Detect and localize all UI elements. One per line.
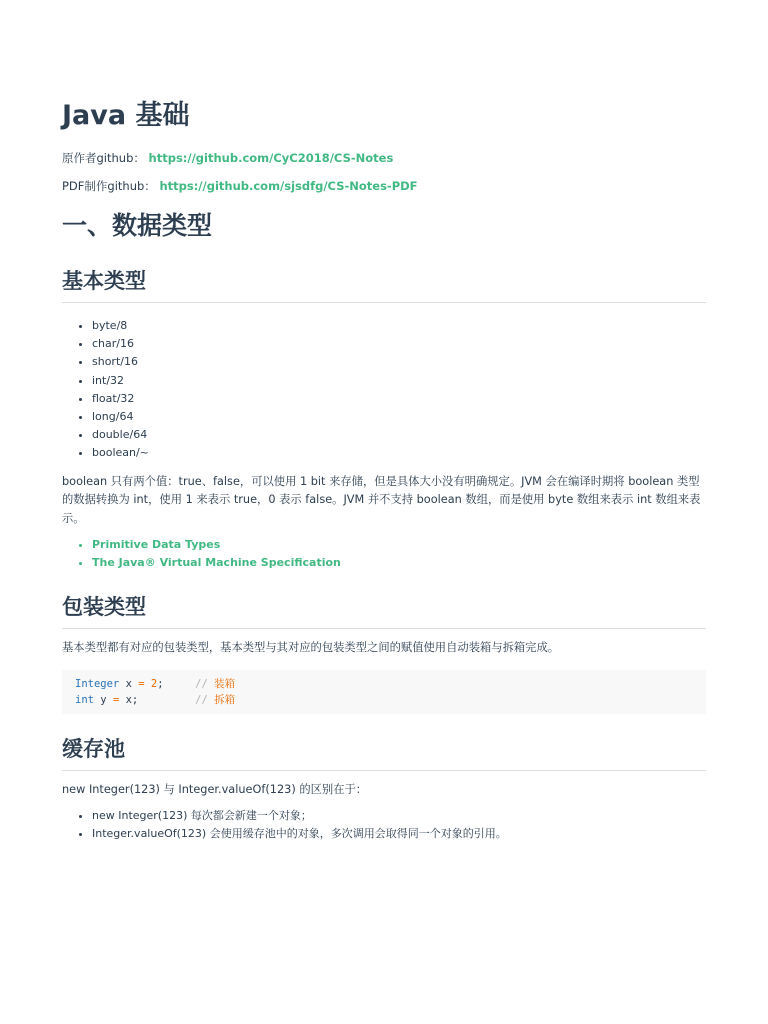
code-operator: = xyxy=(112,693,120,706)
code-type: int xyxy=(75,693,94,706)
primitive-data-types-link[interactable]: Primitive Data Types xyxy=(92,538,221,552)
code-operator: = xyxy=(138,677,145,690)
code-text: y xyxy=(93,693,113,706)
list-item: • byte/8 xyxy=(92,317,706,335)
code-comment-slash: // xyxy=(195,677,215,690)
reference-links-list xyxy=(62,536,706,572)
list-item: • short/16 xyxy=(92,353,706,371)
pdf-github-link[interactable]: https://github.com/sjsdfg/CS-Notes-PDF xyxy=(159,179,418,193)
code-text: x xyxy=(119,677,139,690)
author-github-label: 原作者github： xyxy=(62,151,145,165)
basic-types-heading: 基本类型 xyxy=(62,264,706,303)
list-item: • new Integer(123) 每次都会新建一个对象； xyxy=(92,807,706,825)
list-item: • float/32 xyxy=(92,390,706,408)
code-comment xyxy=(195,678,235,690)
jvm-spec-link[interactable]: The Java® Virtual Machine Specification xyxy=(92,556,341,570)
boolean-paragraph: boolean 只有两个值：true、false，可以使用 1 bit 来存储，但是具体大小没有明确规定。JVM 会在编译时期将 boolean 类型的数据转换为 int，使用 1 来表示 true，0 表示 false。JVM 并不支持 boolean 数组，而是使用 byte 数组来表示 int 数组来表示。 xyxy=(62,474,701,525)
list-item xyxy=(92,554,706,572)
list-item: • int/32 xyxy=(92,372,706,390)
author-github-link[interactable]: https://github.com/CyC2018/CS-Notes xyxy=(148,151,394,165)
code-number: 2 xyxy=(144,677,158,690)
list-item xyxy=(92,536,706,554)
list-item: • long/64 xyxy=(92,408,706,426)
basic-types-list xyxy=(62,317,706,463)
cache-pool-heading: 缓存池 xyxy=(62,732,706,771)
list-item: • char/16 xyxy=(92,335,706,353)
code-line xyxy=(75,678,235,690)
code-text: x; xyxy=(119,693,196,706)
wrapper-types-paragraph: 基本类型都有对应的包装类型，基本类型与其对应的包装类型之间的赋值使用自动装箱与拆箱完成。 xyxy=(62,641,560,655)
list-item: • double/64 xyxy=(92,426,706,444)
cache-pool-list xyxy=(62,807,706,843)
pdf-github-line xyxy=(62,178,706,194)
wrapper-types-heading: 包装类型 xyxy=(62,590,706,629)
author-github-line xyxy=(62,150,706,166)
cache-pool-paragraph: new Integer(123) 与 Integer.valueOf(123) 的区别在于： xyxy=(62,782,368,796)
list-item: • boolean/~ xyxy=(92,444,706,462)
code-comment-text: 拆箱 xyxy=(214,693,236,706)
code-text: ; xyxy=(157,677,196,690)
pdf-github-label: PDF制作github： xyxy=(62,179,156,193)
page-title: Java 基础 xyxy=(62,100,190,131)
code-comment-slash: // xyxy=(195,693,215,706)
code-line xyxy=(75,694,235,706)
code-comment-text: 装箱 xyxy=(214,677,236,690)
list-item: • Integer.valueOf(123) 会使用缓存池中的对象，多次调用会取得同一个对象的引用。 xyxy=(92,825,706,843)
section-data-types-heading: 一、数据类型 xyxy=(62,211,213,240)
code-type: Integer xyxy=(75,677,120,690)
code-comment xyxy=(195,694,235,706)
code-block xyxy=(62,670,706,714)
